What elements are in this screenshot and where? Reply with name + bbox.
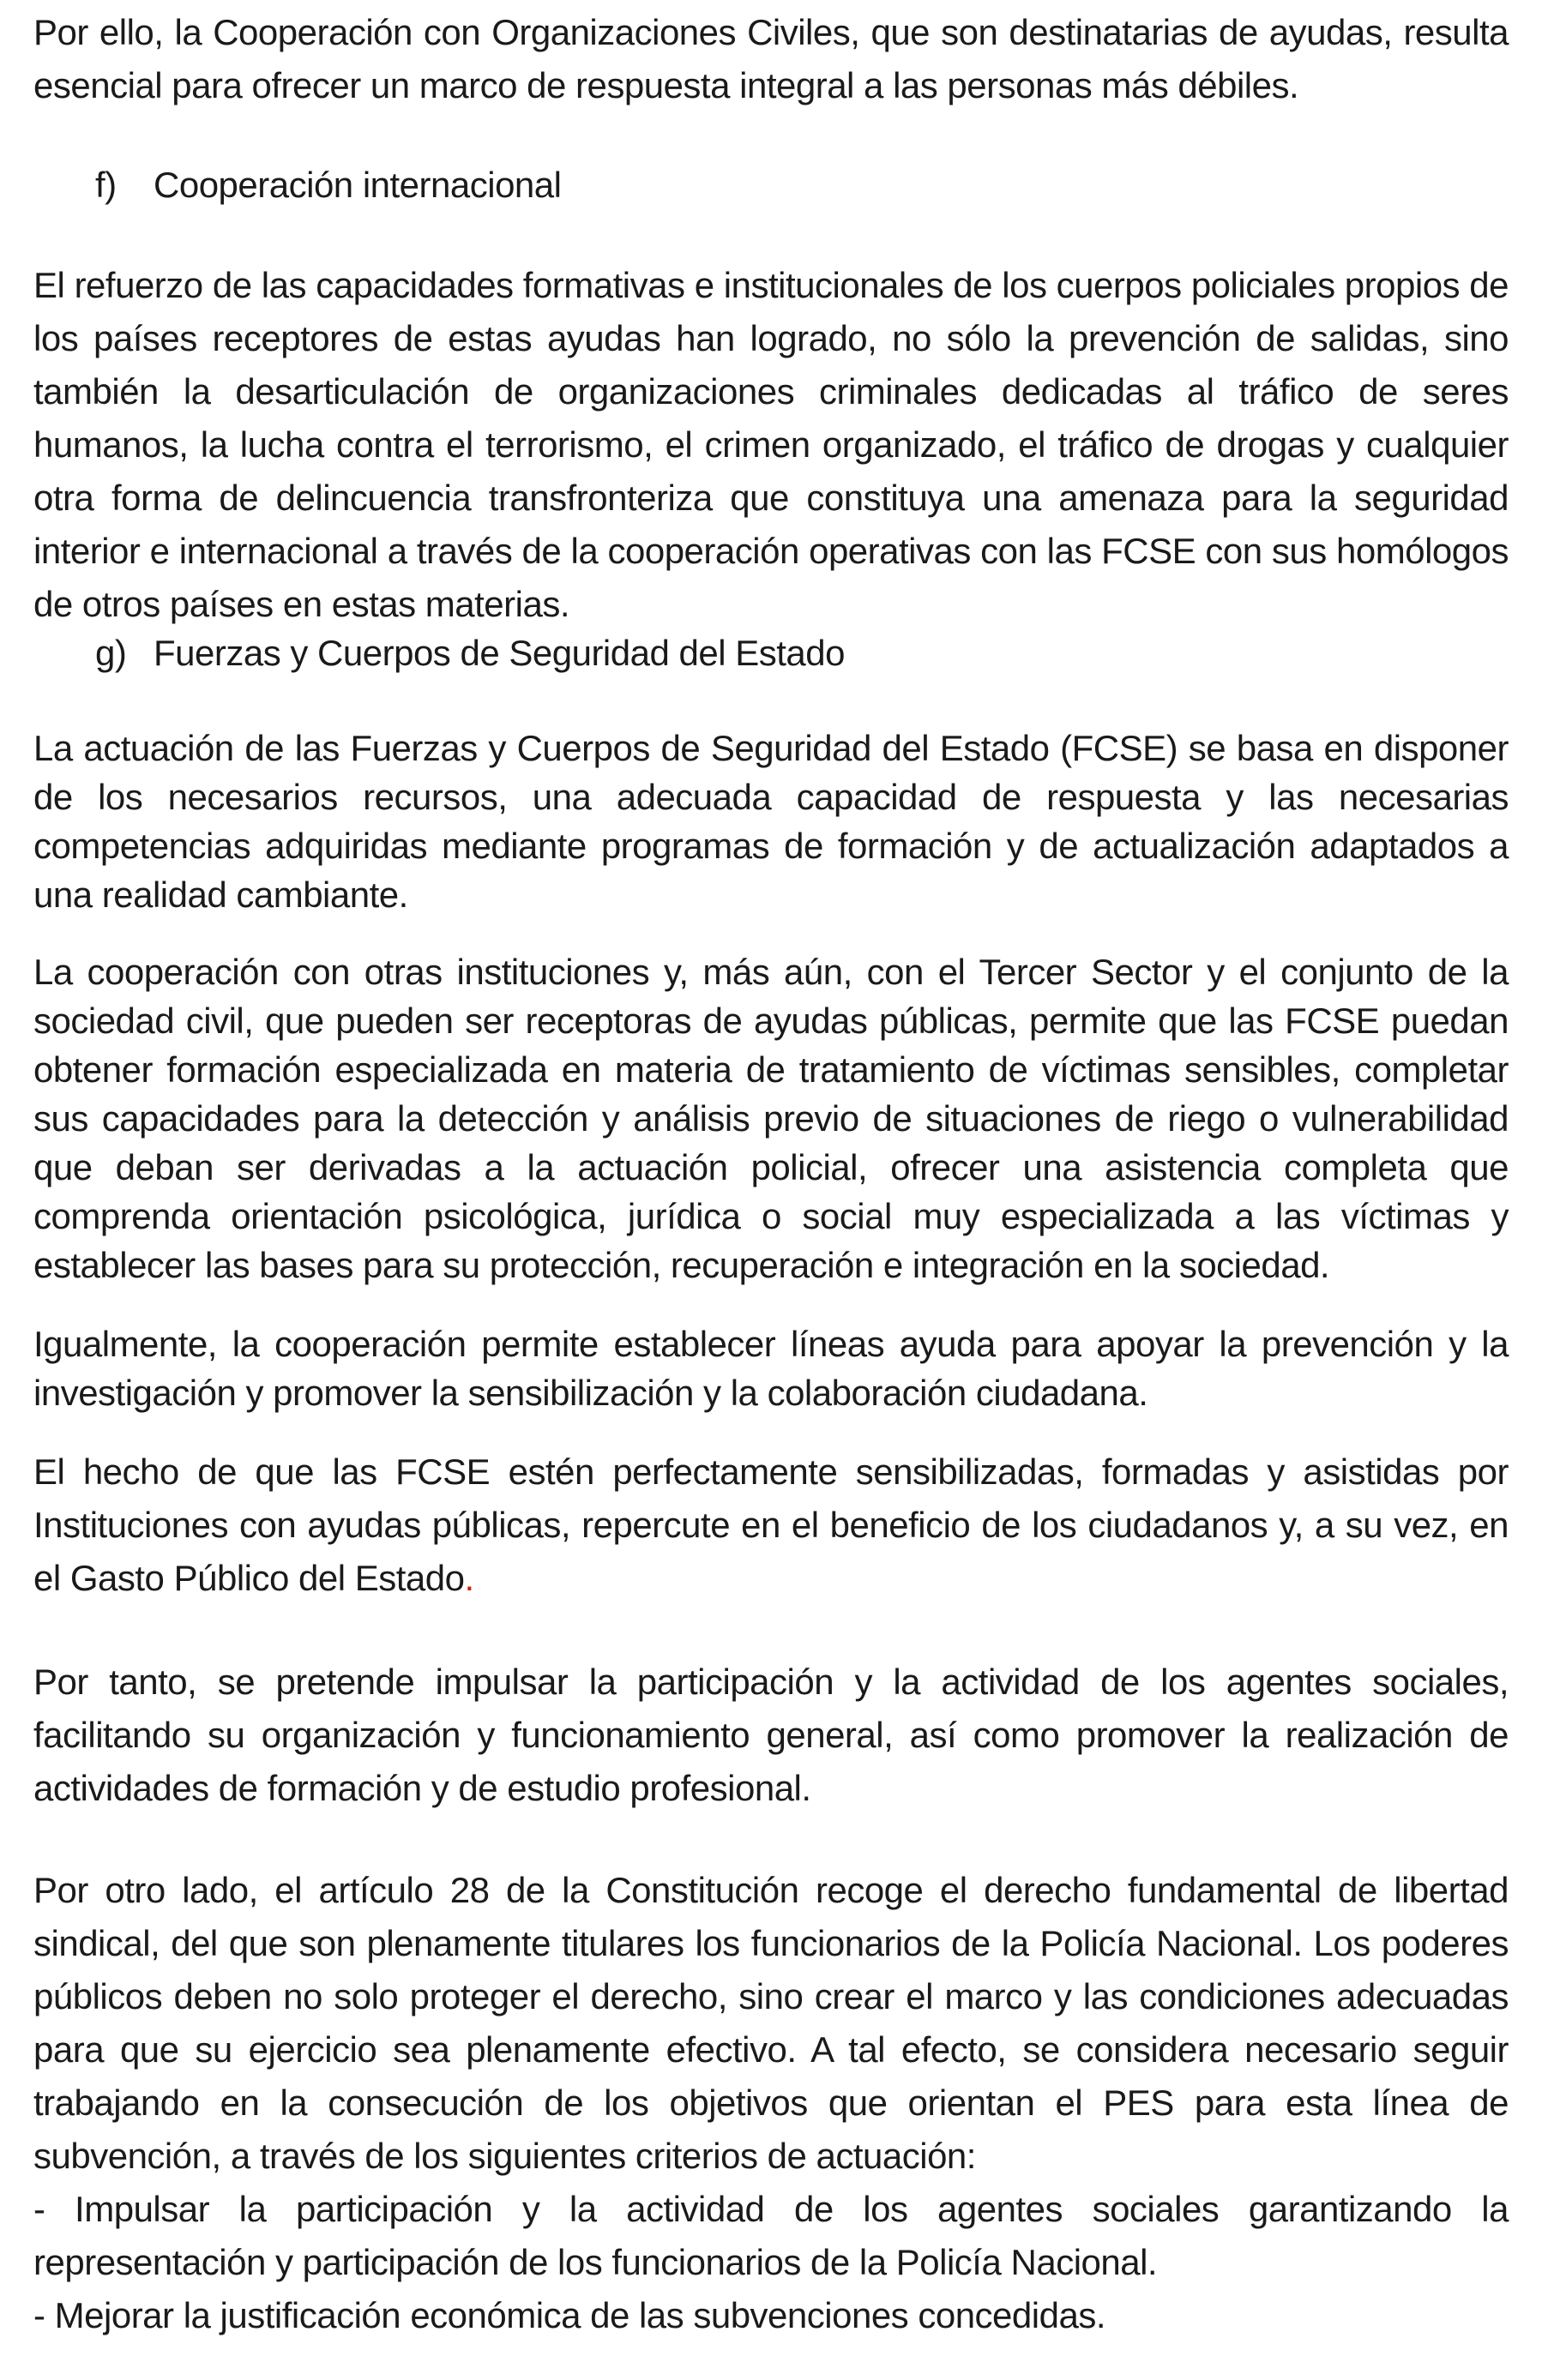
paragraph-cooperacion-internacional: El refuerzo de las capacidades formativas e institucionales de los cuerpos policiales propios de los países receptores de estas ayudas han logrado, no sólo la prevención de salidas, sino también la desarticulación de organizaciones criminales dedicadas al tráfico de seres humanos, la lucha contra el terrorismo, el crimen organizado, el tráfico de drogas y cualquier otra forma de delincuencia transfronteriza que constituya una amenaza para la seguridad interior e internacional a través de la cooperación operativas con las FCSE con sus homólogos de otros países en estas materias.	[33, 265, 1509, 624]
paragraph-igualmente: Igualmente, la cooperación permite establecer líneas ayuda para apoyar la prevención y la investigación y promover la sensibilización y la colaboración ciudadana.	[33, 1324, 1509, 1413]
paragraph-cooperacion-instituciones: La cooperación con otras instituciones y, más aún, con el Tercer Sector y el conjunto de la sociedad civil, que pueden ser receptoras de ayudas públicas, permite que las FCSE puedan obtener formación especializada en materia de tratamiento de víctimas sensibles, completar sus capacidades para la detección y análisis previo de situaciones de riego o vulnerabilidad que deban ser derivadas a la actuación policial, ofrecer una asistencia completa que comprenda orientación psicológica, jurídica o social muy especializada a las víctimas y establecer las bases para su protección, recuperación e integración en la sociedad.	[33, 952, 1509, 1285]
section-title-g: Fuerzas y Cuerpos de Seguridad del Estado	[154, 633, 845, 673]
list-item-impulsar: - Impulsar la participación y la actividad de los agentes sociales garantizando la representación y participación de los funcionarios de la Policía Nacional.	[33, 2189, 1509, 2282]
paragraph-actuacion-fcse: La actuación de las Fuerzas y Cuerpos de Seguridad del Estado (FCSE) se basa en disponer de los necesarios recursos, una adecuada capacidad de respuesta y las necesarias competencias adquiridas mediante programas de formación y de actualización adaptados a una realidad cambiante.	[33, 728, 1509, 915]
section-heading-f	[95, 159, 561, 212]
paragraph-articulo-28-text: Por otro lado, el artículo 28 de la Constitución recoge el derecho fundamental de libertad sindical, del que son plenamente titulares los funcionarios de la Policía Nacional. Los poderes públicos deben no solo proteger el derecho, sino crear el marco y las condiciones adecuadas para que su ejercicio sea plenamente efectivo. A tal efecto, se considera necesario seguir trabajando en la consecución de los objetivos que orientan el PES para esta línea de subvención, a través de los siguientes criterios de actuación:	[33, 1870, 1509, 2176]
section-heading-g	[95, 627, 845, 680]
list-item-mejorar: - Mejorar la justificación económica de las subvenciones concedidas.	[33, 2295, 1105, 2335]
section-marker-f: f)	[95, 165, 117, 205]
paragraph-cooperacion-organizaciones: Por ello, la Cooperación con Organizaciones Civiles, que son destinatarias de ayudas, resulta esencial para ofrecer un marco de respuesta integral a las personas más débiles.	[33, 12, 1509, 105]
paragraph-hecho-fcse	[33, 1445, 1509, 1605]
paragraph-articulo-28	[33, 1864, 1509, 2342]
section-title-f: Cooperación internacional	[154, 165, 562, 205]
section-marker-g: g)	[95, 633, 127, 673]
paragraph-hecho-fcse-text: El hecho de que las FCSE estén perfectamente sensibilizadas, formadas y asistidas por Instituciones con ayudas públicas, repercute en el beneficio de los ciudadanos y, a su vez, en el Gasto Público del Estado	[33, 1451, 1509, 1598]
paragraph-hecho-fcse-period: .	[464, 1558, 474, 1598]
paragraph-por-tanto: Por tanto, se pretende impulsar la participación y la actividad de los agentes sociales, facilitando su organización y funcionamiento general, así como promover la realización de actividades de formación y de estudio profesional.	[33, 1662, 1509, 1808]
document-page	[33, 0, 1509, 2380]
